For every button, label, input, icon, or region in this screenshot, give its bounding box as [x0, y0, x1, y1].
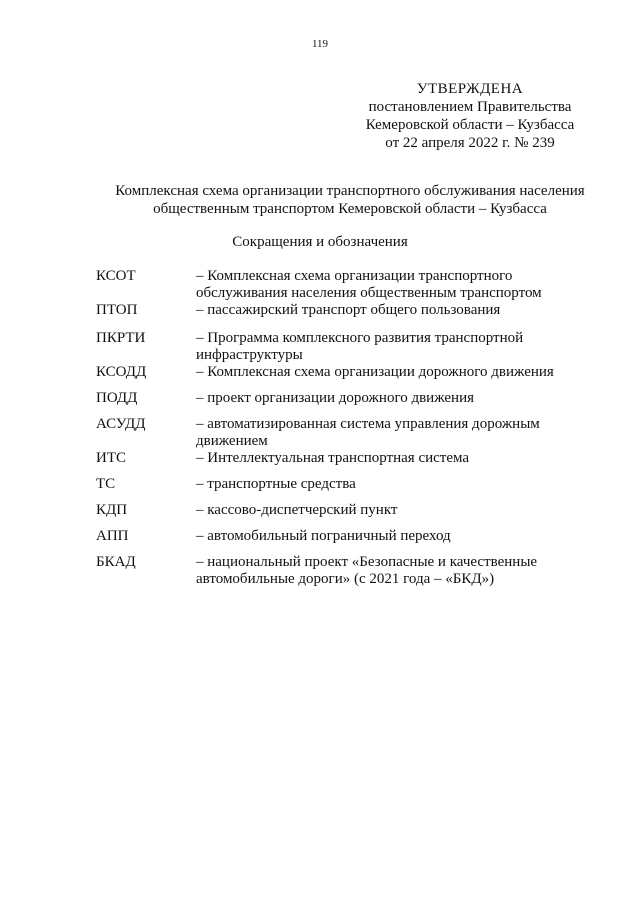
- section-title: Сокращения и обозначения: [232, 234, 408, 250]
- abbreviation-definition: – автоматизированная система управления дорожным движением: [196, 416, 540, 449]
- abbreviation-row: [96, 364, 596, 390]
- approval-heading: УТВЕРЖДЕНА: [416, 81, 524, 97]
- abbreviation-definition: – проект организации дорожного движения: [196, 390, 474, 406]
- abbreviation-term: БКАД: [96, 554, 136, 570]
- abbreviation-term: ПТОП: [96, 302, 138, 318]
- abbreviation-row: [96, 554, 596, 588]
- abbreviation-term: ТС: [96, 476, 116, 492]
- abbreviation-definition: – национальный проект «Безопасные и качественные автомобильные дороги» (с 2021 года – «БКД»): [196, 554, 538, 587]
- abbreviation-definition: – кассово-диспетчерский пункт: [196, 502, 398, 518]
- abbreviation-row: [96, 528, 596, 554]
- abbreviation-term: АСУДД: [96, 416, 146, 432]
- approval-line-3: от 22 апреля 2022 г. № 239: [385, 135, 555, 151]
- page-number: 119: [311, 38, 329, 50]
- abbreviation-definition: – Комплексная схема организации дорожного движения: [196, 364, 554, 380]
- document-title: [80, 182, 620, 218]
- abbreviation-row: [96, 450, 596, 476]
- abbreviation-list: [96, 268, 596, 588]
- approval-line-1: постановлением Правительства: [368, 99, 572, 115]
- abbreviation-term: КСОДД: [96, 364, 147, 380]
- document-title-line-2: общественным транспортом Кемеровской области – Кузбасса: [153, 201, 547, 217]
- abbreviation-row: [96, 268, 596, 302]
- document-title-line-1: Комплексная схема организации транспортного обслуживания населения: [115, 183, 585, 199]
- abbreviation-definition: – Интеллектуальная транспортная система: [196, 450, 470, 466]
- approval-line-2: Кемеровской области – Кузбасса: [365, 117, 575, 133]
- abbreviation-term: КСОТ: [96, 268, 136, 284]
- abbreviation-row: [96, 416, 596, 450]
- abbreviation-definition: – Программа комплексного развития транспортной инфраструктуры: [196, 330, 524, 363]
- abbreviation-term: ПКРТИ: [96, 330, 146, 346]
- abbreviation-row: [96, 390, 596, 416]
- abbreviation-row: [96, 302, 596, 330]
- abbreviation-definition: – транспортные средства: [196, 476, 356, 492]
- abbreviation-definition: – пассажирский транспорт общего пользования: [196, 302, 501, 318]
- approval-block: [340, 80, 600, 152]
- abbreviation-term: ПОДД: [96, 390, 138, 406]
- abbreviation-definition: – Комплексная схема организации транспортного обслуживания населения общественным транспортом: [196, 268, 542, 301]
- abbreviation-term: ИТС: [96, 450, 126, 466]
- abbreviation-definition: – автомобильный пограничный переход: [196, 528, 451, 544]
- abbreviation-row: [96, 330, 596, 364]
- abbreviation-row: [96, 476, 596, 502]
- abbreviation-term: АПП: [96, 528, 129, 544]
- abbreviation-term: КДП: [96, 502, 128, 518]
- abbreviation-row: [96, 502, 596, 528]
